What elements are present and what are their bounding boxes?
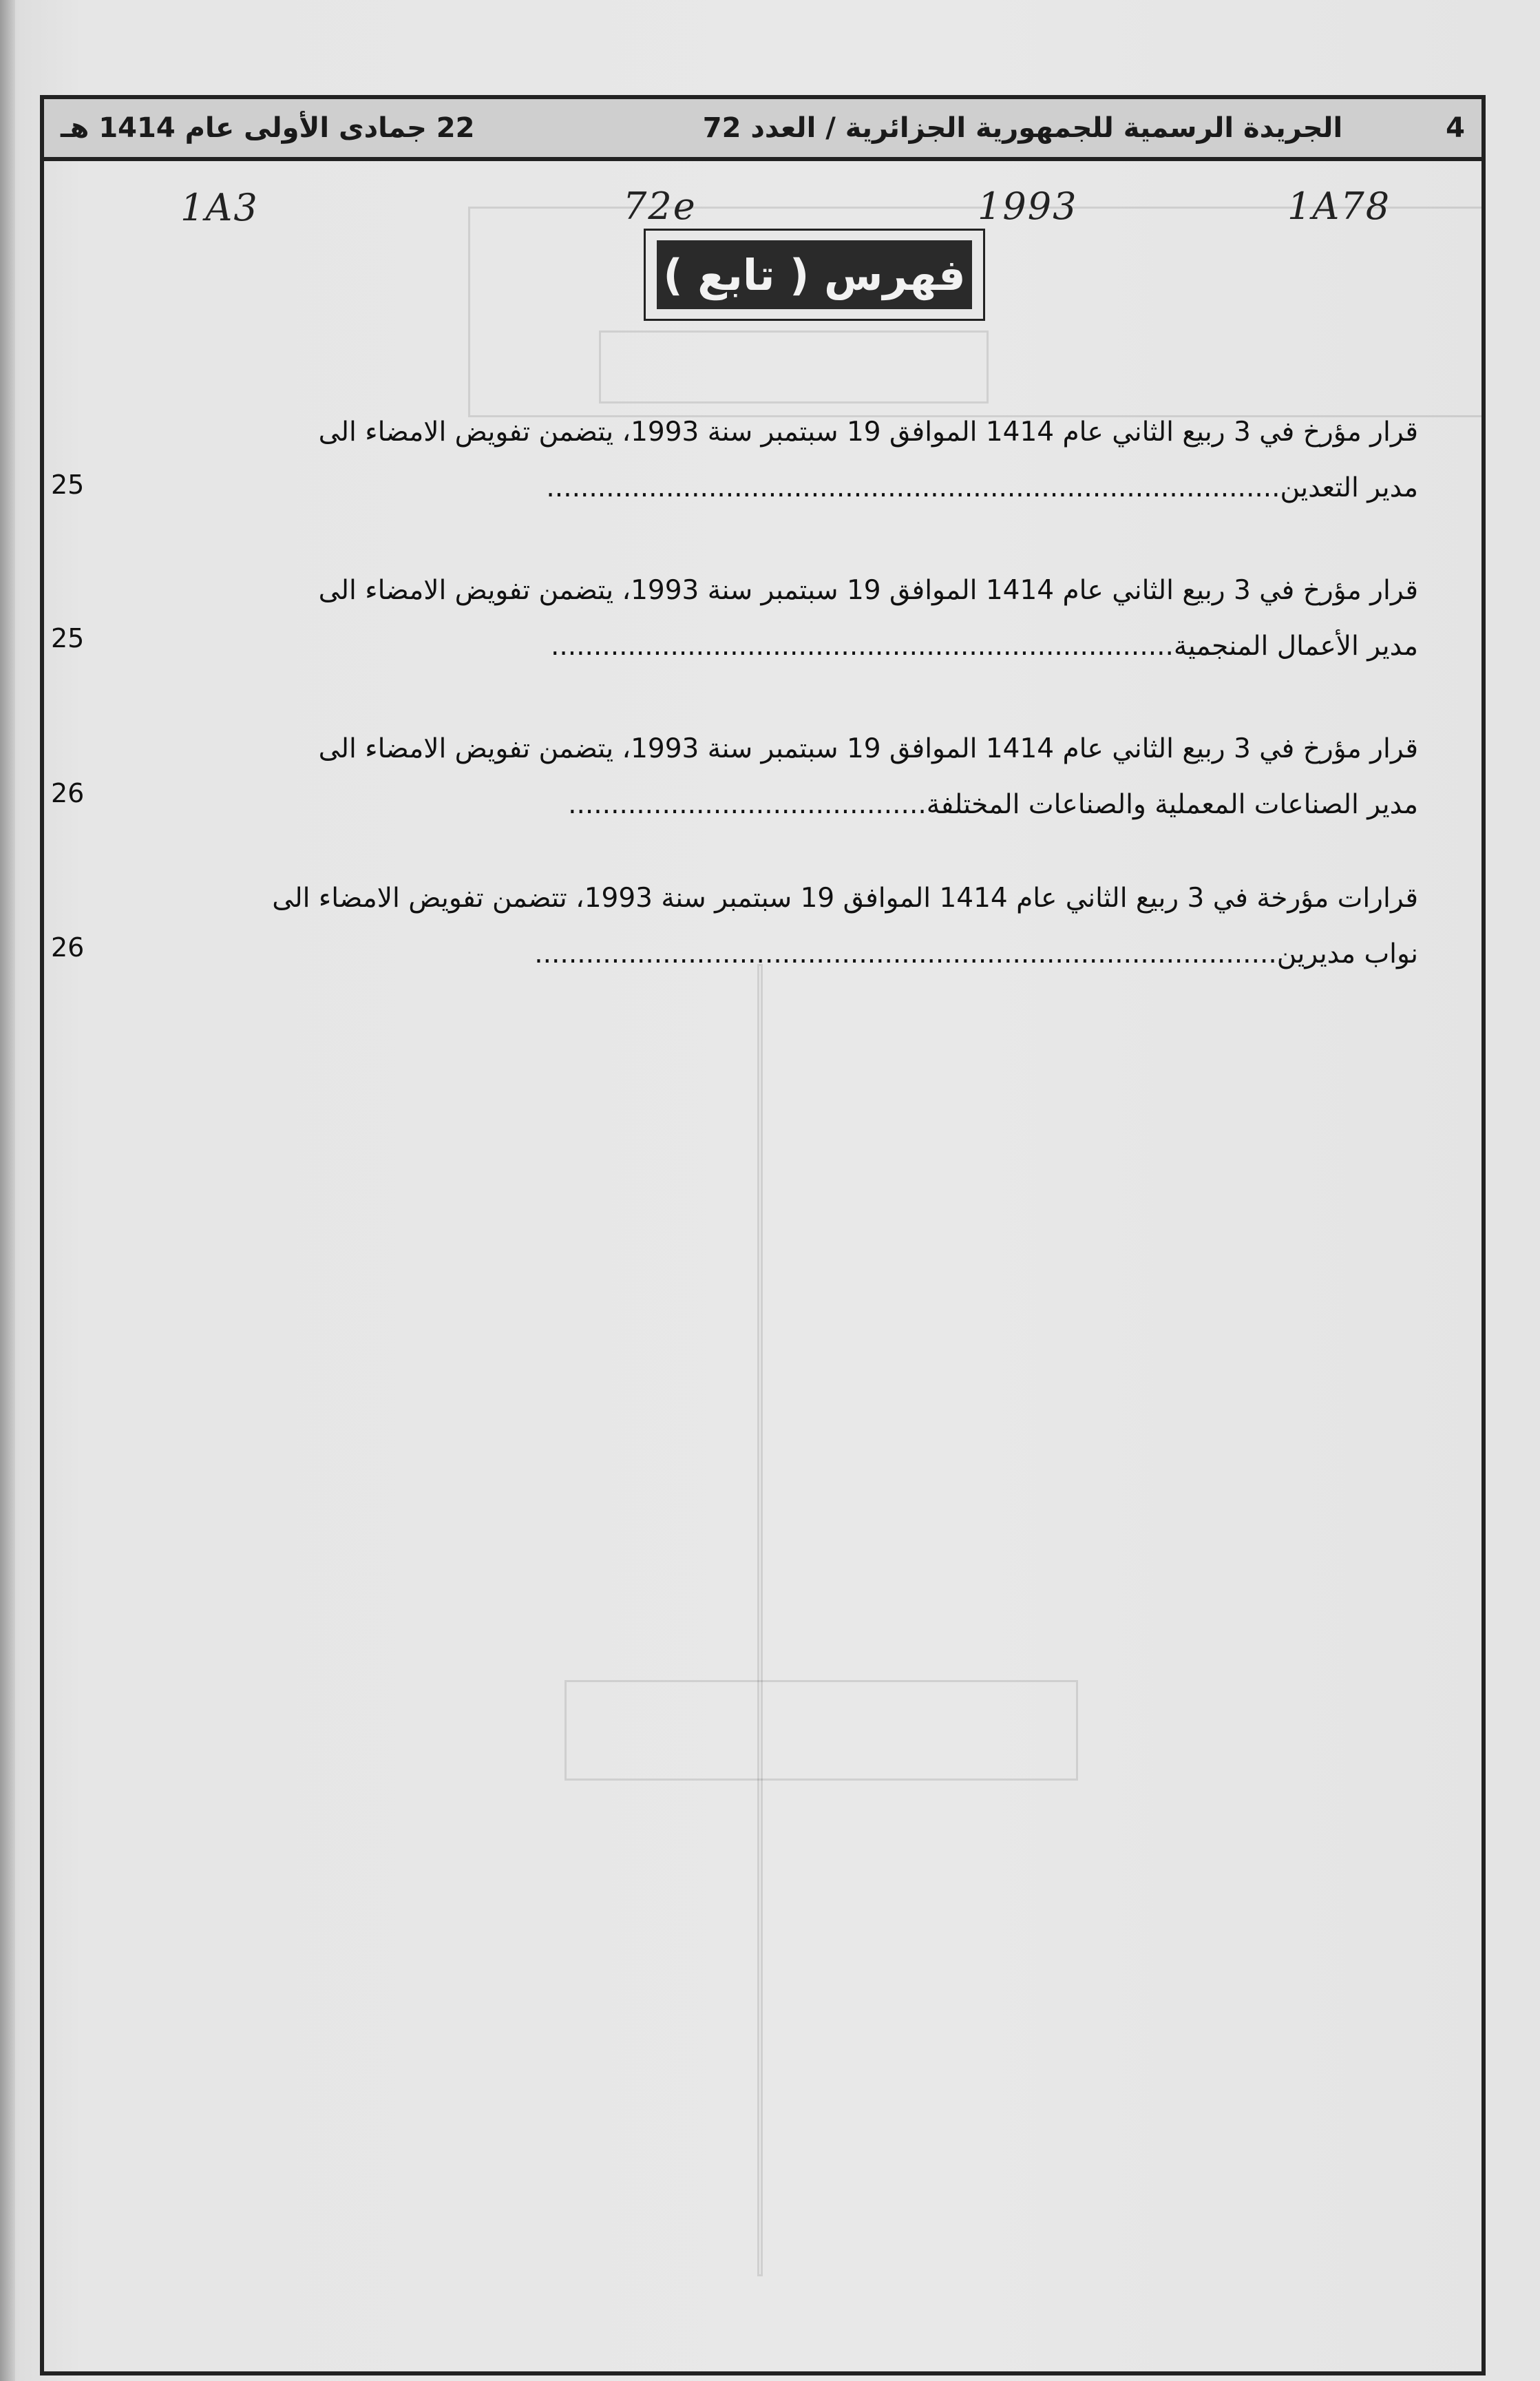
index-title: فهرس ( تابع ) [657, 240, 972, 309]
entry-subject: مدير الصناعات المعملية والصناعات المختلفة.......................................... [568, 789, 1418, 820]
handwritten-note-mid1: 72e [623, 185, 697, 228]
index-title-box [644, 229, 985, 321]
header-date: 22 جمادى الأولى عام 1414 هـ [61, 112, 475, 144]
page-number: 4 [1446, 112, 1465, 144]
entry-text: قرار مؤرخ في 3 ربيع الثاني عام 1414 الموافق 19 سبتمبر سنة 1993، يتضمن تفويض الامضاء الى [318, 417, 1418, 448]
entry-page-number: 26 [51, 778, 85, 808]
entry-page-number: 25 [51, 470, 85, 500]
index-entry [48, 575, 1425, 662]
page-edge-shadow [0, 0, 15, 2381]
entry-subject: مدير التعدين...................................................................................... [546, 472, 1418, 503]
entry-subject: مدير الأعمال المنجمية......................................................................... [550, 631, 1418, 662]
handwritten-note-mid2: 1993 [978, 185, 1078, 228]
entry-page-number: 26 [51, 932, 85, 963]
running-header [40, 95, 1486, 161]
entry-subject: نواب مديرين....................................................................................... [534, 938, 1418, 969]
index-entry [48, 883, 1425, 969]
entry-text: قرار مؤرخ في 3 ربيع الثاني عام 1414 الموافق 19 سبتمبر سنة 1993، يتضمن تفويض الامضاء الى [318, 575, 1418, 606]
entry-text: قرارات مؤرخة في 3 ربيع الثاني عام 1414 الموافق 19 سبتمبر سنة 1993، تتضمن تفويض الامضاء الى [272, 883, 1418, 914]
index-entry [48, 733, 1425, 820]
entry-page-number: 25 [51, 623, 85, 653]
journal-title: الجريدة الرسمية للجمهورية الجزائرية / العدد 72 [702, 112, 1343, 144]
index-entry [48, 417, 1425, 503]
entry-text: قرار مؤرخ في 3 ربيع الثاني عام 1414 الموافق 19 سبتمبر سنة 1993، يتضمن تفويض الامضاء الى [318, 733, 1418, 764]
handwritten-note-right: 1A78 [1287, 185, 1391, 228]
handwritten-note-left: 1A3 [180, 186, 259, 229]
